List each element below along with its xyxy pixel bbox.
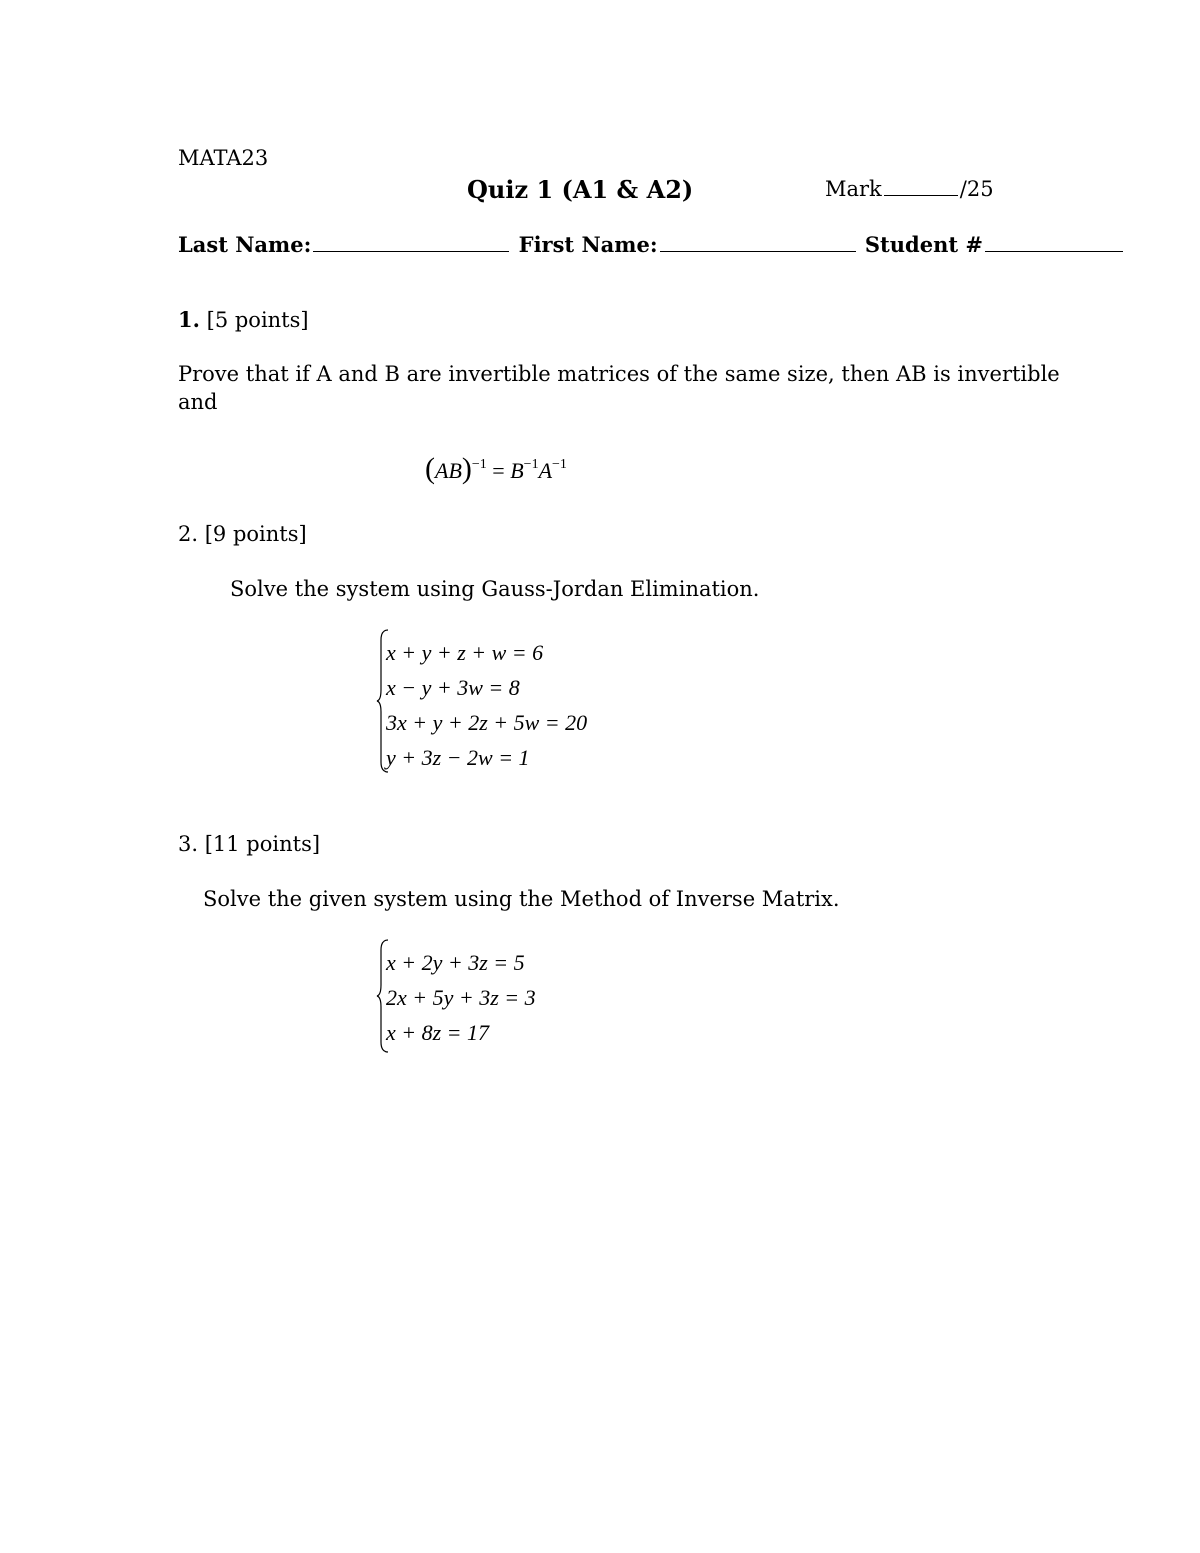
- mark-label: Mark: [825, 177, 882, 201]
- q1-text-line2: and: [178, 390, 218, 414]
- q1-formula-exp: −1: [471, 457, 487, 472]
- mark-field: [825, 177, 994, 201]
- q1-formula-b-exp: −1: [523, 457, 539, 472]
- student-info-row: [178, 232, 1125, 257]
- q2-heading: 2. [9 points]: [178, 522, 307, 546]
- q3-heading: 3. [11 points]: [178, 832, 321, 856]
- q3-instruction: Solve the given system using the Method of Inverse Matrix.: [203, 887, 840, 911]
- q1-formula-b: B: [510, 458, 524, 483]
- q1-number: 1.: [178, 307, 200, 332]
- q2-equation: y + 3z − 2w = 1: [386, 745, 530, 770]
- last-name-blank[interactable]: [313, 250, 509, 252]
- mark-total: /25: [959, 177, 994, 201]
- q2-instruction: Solve the system using Gauss-Jordan Elimination.: [230, 577, 760, 601]
- course-code: MATA23: [178, 146, 269, 170]
- quiz-title: Quiz 1 (A1 & A2): [467, 175, 694, 204]
- q3-equation: x + 2y + 3z = 5: [386, 950, 525, 975]
- q2-equation: x − y + 3w = 8: [386, 675, 520, 700]
- q1-formula-lhs: AB: [435, 458, 462, 483]
- q1-formula: $(AB)^{-1} = B^{-1}A^{-1}$: [425, 452, 567, 485]
- q1-formula-a: A: [538, 458, 553, 483]
- q3-equation: 2x + 5y + 3z = 3: [386, 985, 536, 1010]
- last-name-label: Last Name:: [178, 232, 312, 257]
- first-name-label: First Name:: [518, 232, 658, 257]
- mark-blank[interactable]: [884, 194, 958, 196]
- q1-heading: [178, 307, 309, 332]
- q1-formula-a-exp: −1: [552, 457, 567, 472]
- q3-equation: x + 8z = 17: [386, 1020, 490, 1045]
- first-name-blank[interactable]: [660, 250, 856, 252]
- q2-equation: x + y + z + w = 6: [386, 640, 544, 665]
- q1-points: [5 points]: [206, 308, 309, 332]
- student-number-label: Student #: [864, 232, 983, 257]
- student-number-blank[interactable]: [985, 250, 1123, 252]
- q2-equation: 3x + y + 2z + 5w = 20: [386, 710, 588, 735]
- q1-text-line1: Prove that if A and B are invertible matrices of the same size, then AB is invertible: [178, 362, 1060, 386]
